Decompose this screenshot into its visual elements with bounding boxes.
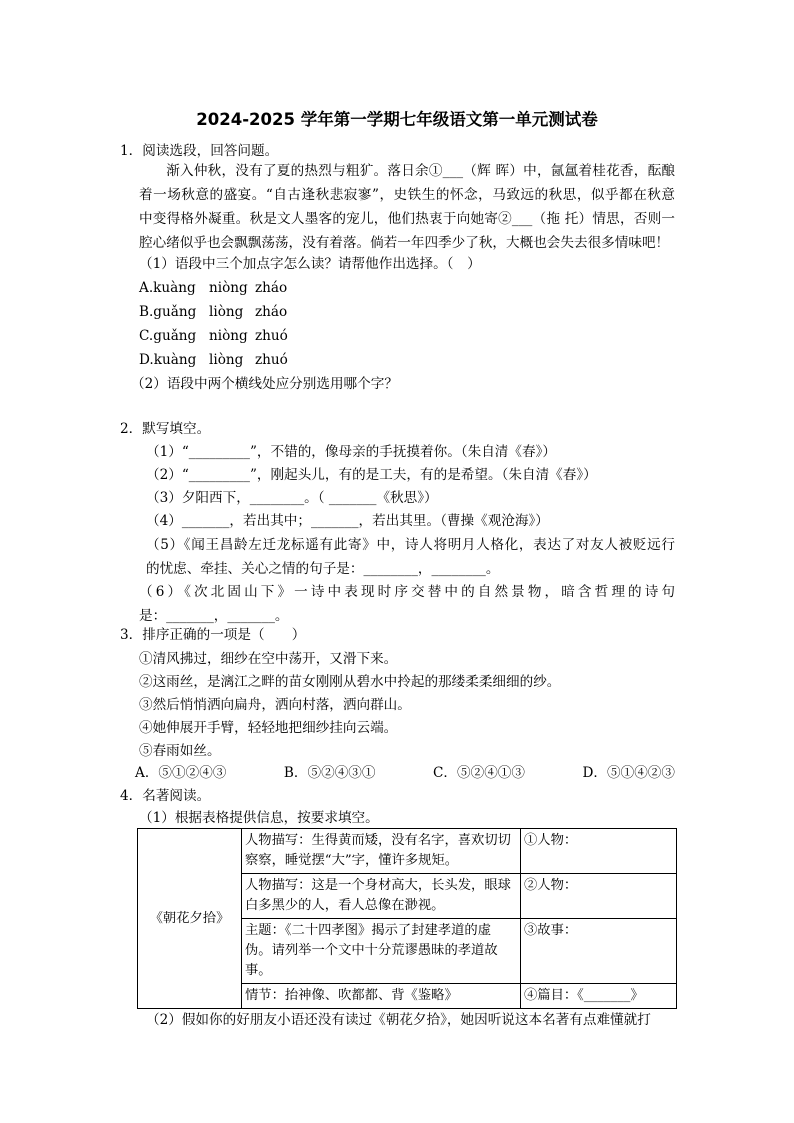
page-title: 2024-2025 学年第一学期七年级语文第一单元测试卷 [196, 110, 598, 129]
q4-heading: 4．名著阅读。 [120, 788, 211, 804]
q3-sentence-4: ④她伸展开手臂，轻轻地把细纱挂向云端。 [139, 720, 398, 736]
book-title-cell: 《朝花夕拾》 [138, 829, 242, 1009]
q4-sub1: （1）根据表格提供信息，按要求填空。 [139, 810, 379, 826]
q1-heading: 1．阅读选段，回答问题。 [120, 143, 279, 159]
row-desc: 情节：抬神像、吹都都、背《鉴略》 [242, 984, 521, 1009]
row-blank[interactable]: ④篇目：《_______》 [521, 984, 677, 1009]
q2-item-3: （3）夕阳西下，________。（ _______《秋思》） [146, 490, 438, 506]
option-c: zhuó [255, 352, 288, 368]
q3-sentence-5: ⑤春雨如丝。 [139, 743, 221, 759]
row-desc: 人物描写：这是一个身材高大，长头发，眼球白多黑少的人，看人总像在渺视。 [242, 874, 521, 919]
option-label: C.guǎng [139, 328, 197, 344]
row-blank[interactable]: ②人物： [521, 874, 677, 919]
q3-sentence-2: ②这雨丝，是漓江之畔的苗女刚刚从碧水中拎起的那缕柔柔细细的纱。 [139, 674, 561, 690]
q1-passage-line-2: 着一场秋意的盛宴。“自古逢秋悲寂寥”，史铁生的怀念，马致远的秋思，似乎都在秋意 [139, 187, 675, 203]
option-label: A.kuàng [139, 280, 196, 296]
q3-choice-a[interactable]: A．⑤①②④③ [135, 765, 227, 781]
q3-sentence-1: ①清风拂过，细纱在空中荡开，又滑下来。 [139, 651, 398, 667]
row-blank[interactable]: ①人物： [521, 829, 677, 874]
option-b: liòng [209, 352, 244, 368]
q3-choice-c[interactable]: C．⑤②④①③ [433, 765, 525, 781]
q3-heading: 3．排序正确的一项是（ ） [120, 627, 306, 643]
q2-heading: 2．默写填空。 [120, 421, 211, 437]
option-label: D.kuàng [139, 352, 197, 368]
row-blank[interactable]: ③故事： [521, 919, 677, 984]
q3-choice-d[interactable]: D．⑤①④②③ [582, 765, 675, 781]
q1-option-d [139, 350, 288, 370]
q2-item-1: （1）“_________”，不错的，像母亲的手抚摸着你。（朱自清《春》） [146, 444, 556, 460]
option-c: zháo [255, 304, 288, 320]
q4-table [137, 828, 677, 1009]
q2-item-5 [146, 533, 675, 581]
q1-sub1: （1）语段中三个加点字怎么读？请帮他作出选择。（ ） [139, 256, 481, 272]
q1-passage-line-1: 渐入仲秋，没有了夏的热烈与粗犷。落日余①___（辉 晖）中，氤氲着桂花香，酝酿 [166, 163, 675, 179]
table-row [138, 829, 677, 874]
option-c: zháo [255, 280, 288, 296]
q2-item-6 [139, 580, 675, 628]
q3-sentence-3: ③然后悄悄洒向扁舟，洒向村落，洒向群山。 [139, 697, 411, 713]
q2-item-5-line-1: （5）《闻王昌龄左迁龙标遥有此寄》中，诗人将明月人格化，表达了对友人被贬远行 [146, 537, 675, 553]
option-b: liòng [209, 304, 244, 320]
option-c: zhuó [255, 328, 288, 344]
q1-option-b [139, 302, 287, 322]
q2-item-6-line-1: （6）《次北固山下》一诗中表现时序交替中的自然景物，暗含哲理的诗句 [139, 584, 675, 600]
q1-sub2: （2）语段中两个横线处应分别选用哪个字？ [131, 376, 398, 392]
q1-passage-line-3: 中变得格外凝重。秋是文人墨客的宠儿，他们热衷于向她寄②___（拖 托）情思，否则一 [139, 211, 675, 227]
q2-item-5-line-2: 的忧虑、牵挂、关心之情的句子是：________，________。 [146, 561, 500, 577]
q2-item-2: （2）“_________”，刚起头儿，有的是工夫，有的是希望。（朱自清《春》） [146, 467, 597, 483]
q1-option-a [139, 278, 287, 298]
q4-sub2: （2）假如你的好朋友小语还没有读过《朝花夕拾》，她因听说这本名著有点难懂就打 [146, 1012, 651, 1028]
q1-option-c [139, 326, 288, 346]
q2-item-6-line-2: 是：_______，_______。 [139, 608, 289, 624]
option-b: niòng [209, 280, 248, 296]
q1-passage-line-4: 腔心绪似乎也会飘飘荡荡，没有着落。倘若一年四季少了秋，大概也会失去很多情味吧！ [139, 235, 670, 251]
q3-choice-b[interactable]: B．⑤②④③① [283, 765, 376, 781]
q1-passage [139, 159, 675, 255]
option-b: niòng [209, 328, 248, 344]
option-label: B.guǎng [139, 304, 197, 320]
row-desc: 主题：《二十四孝图》揭示了封建孝道的虚伪。请列举一个文中十分荒谬愚昧的孝道故事。 [242, 919, 521, 984]
q2-item-4: （4）_______，若出其中；_______，若出其里。（曹操《观沧海》） [146, 513, 549, 529]
row-desc: 人物描写：生得黄而矮，没有名字，喜欢切切察察，睡觉摆“大”字，懂许多规矩。 [242, 829, 521, 874]
q3-choices [135, 763, 675, 783]
